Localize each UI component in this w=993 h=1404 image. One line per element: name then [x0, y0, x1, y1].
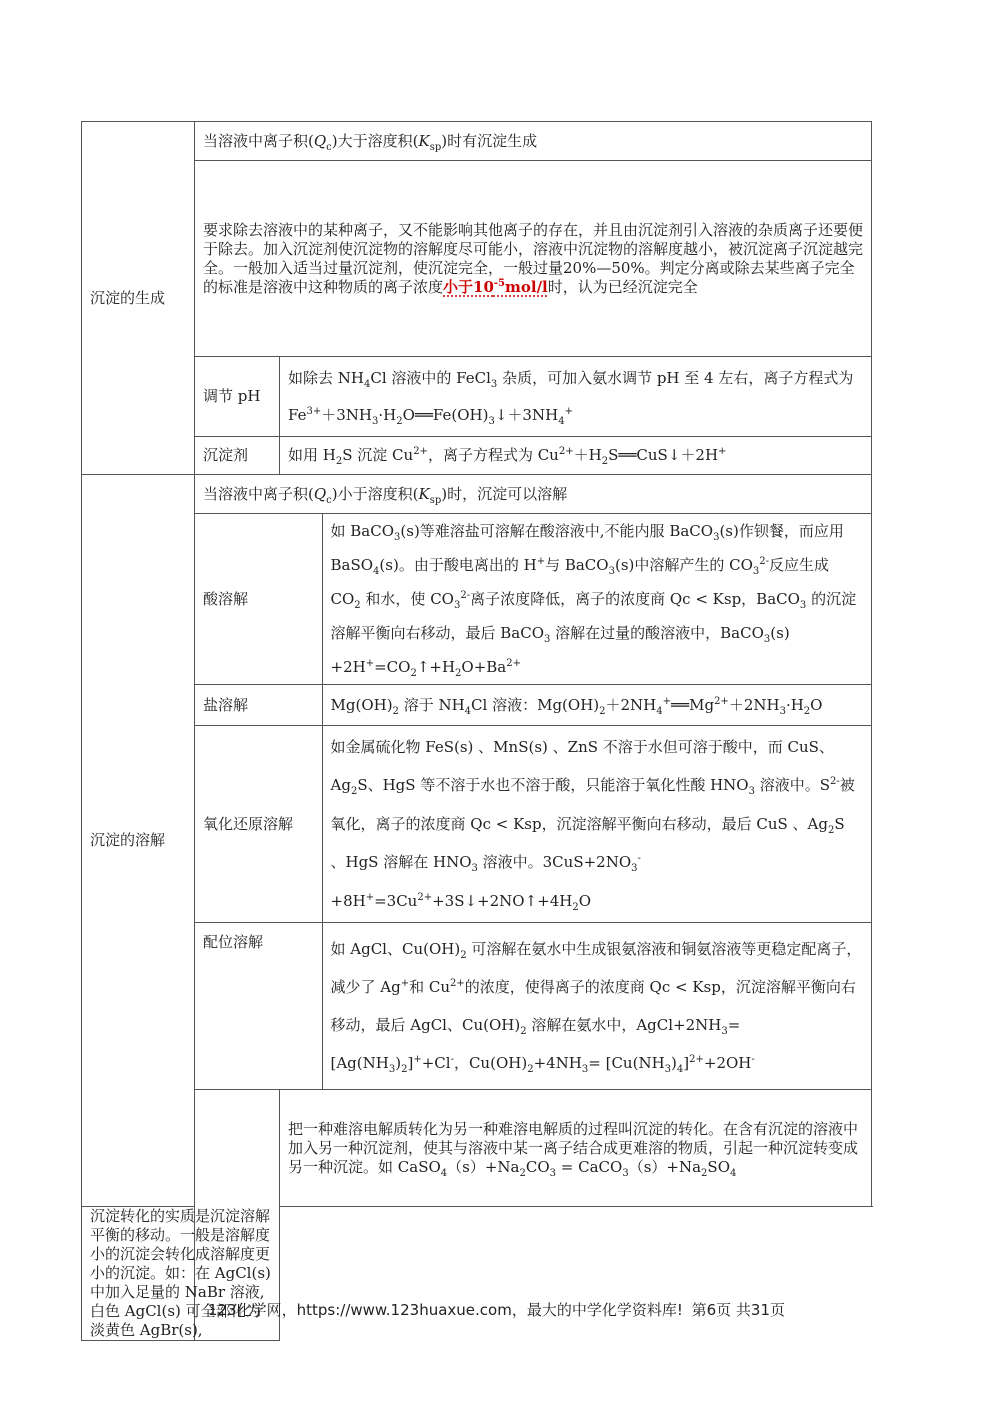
conversion-paragraph-1: 把一种难溶电解质转化为另一种难溶电解质的过程叫沉淀的转化。在含有沉淀的溶液中加入另一种沉淀剂，使其与溶液中某一离子结合成更难溶的物质，引起一种沉淀转变成另一种沉淀。如 $CaSO_4(s)+Na_2CO_3$ = $CaCO_3(s)+Na_2SO_4$	[280, 1090, 872, 1207]
section-formation-label: 沉淀的生成	[82, 122, 195, 475]
acid-label: 酸溶解	[195, 514, 322, 684]
ph-label: 调节 pH	[195, 357, 280, 437]
formation-condition: 当溶液中离子积$(Q_c)$大于溶度积$(K_{sp})$时有沉淀生成	[195, 122, 872, 161]
agent-label: 沉淀剂	[195, 437, 280, 475]
salt-text: $Mg(OH)_2$ 溶于 $NH_4Cl$ 溶液：$Mg(OH)_2+2NH_4^+══Mg^{2+}+2NH_3\cdot H_2O$	[330, 695, 823, 717]
concentration-threshold: 小于$10^{-5}mol/l$	[443, 277, 548, 296]
agent-text: 如用 $H_2S$ 沉淀 $Cu^{2+}$，离子方程式为 $Cu^{2+}+H_2S══CuS↓+2H^+$	[280, 437, 872, 475]
redox-text: 如金属硫化物 FeS(s) 、MnS(s) 、ZnS 不溶于水但可溶于酸中，而 CuS、$Ag_2S$、HgS 等不溶于水也不溶于酸，只能溶于氧化性酸 $HNO_3$ 溶液中。$S^{2-}$被氧化，离子的浓度商 Qc < Ksp，沉淀溶解平衡向右移动，最后 CuS 、$Ag_2S$ 、HgS 溶解在 $HNO_3$ 溶液中。$3CuS+2NO_3^-+8H^+=3Cu^{2+}+3S↓+2NO↑+4H_2O$	[330, 737, 855, 913]
footer-page: 第6页 共31页	[691, 1301, 786, 1319]
redox-label: 氧化还原溶解	[195, 726, 322, 922]
section-dissolution-label: 沉淀的溶解	[82, 475, 195, 1207]
salt-label: 盐溶解	[195, 685, 322, 725]
coord-text: 如 AgCl、$Cu(OH)_2$ 可溶解在氨水中生成银氨溶液和铜氨溶液等更稳定配离子，减少了 Ag+和 $Cu^{2+}$的浓度，使得离子的浓度商 Qc < Ksp，沉淀溶解平衡向右移动，最后 AgCl、$Cu(OH)_2$ 溶解在氨水中，$AgCl+2NH_3=[Ag(NH_3)_2]^++Cl^-$，$Cu(OH)_2+4NH_3= [Cu(NH_3)_4]^{2+}+2OH^-$	[330, 940, 862, 1075]
footer-site: 123化学网，https://www.123huaxue.com，最大的中学化学资料库!	[207, 1301, 683, 1319]
conversion-paragraph-2: 沉淀转化的实质是沉淀溶解平衡的移动。一般是溶解度小的沉淀会转化成溶解度更小的沉淀。如：在 AgCl(s) 中加入足量的 NaBr 溶液,白色 AgCl(s) 可全部化为淡黄色 AgBr(s),	[82, 1207, 280, 1341]
coord-label: 配位溶解	[195, 923, 322, 1089]
dissolution-condition: 当溶液中离子积$(Q_c)$小于溶度积$(K_{sp})$时，沉淀可以溶解	[195, 475, 872, 514]
ph-text: 如除去 $NH_4Cl$ 溶液中的 FeCl$_3$ 杂质，可加入氨水调节 pH 至 4 左右，离子方程式为 $Fe^{3+}+3NH_3\cdot H_2O══Fe(OH)_3↓+3NH_4^+$	[280, 357, 872, 437]
page-footer	[0, 1299, 993, 1320]
content-table	[81, 121, 872, 1341]
formation-paragraph: 要求除去溶液中的某种离子，又不能影响其他离子的存在，并且由沉淀剂引入溶液的杂质离子还要便于除去。加入沉淀剂使沉淀物的溶解度尽可能小，溶液中沉淀物的溶解度越小，被沉淀离子沉淀越完全。一般加入适当过量沉淀剂，使沉淀完全，一般过量20%—50%。判定分离或除去某些离子完全的标准是溶液中这种物质的离子浓度小于$10^{-5}mol/l$时，认为已经沉淀完全	[195, 161, 872, 357]
acid-text: 如 BaCO$_3$(s)等难溶盐可溶解在酸溶液中,不能内服 BaCO$_3$(s)作钡餐，而应用 BaSO$_4$(s)。由于酸电离出的 H+与 BaCO$_3$(s)中溶解产生的 $CO_3^{2-}$反应生成 $CO_2$ 和水，使 $CO_3^{2-}$离子浓度降低，离子的浓度商 Qc < Ksp，BaCO$_3$ 的沉淀溶解平衡向右移动，最后 BaCO$_3$ 溶解在过量的酸溶液中，BaCO$_3$(s) $+2H^+=CO_2↑+H_2O+Ba^{2+}$	[330, 522, 857, 679]
